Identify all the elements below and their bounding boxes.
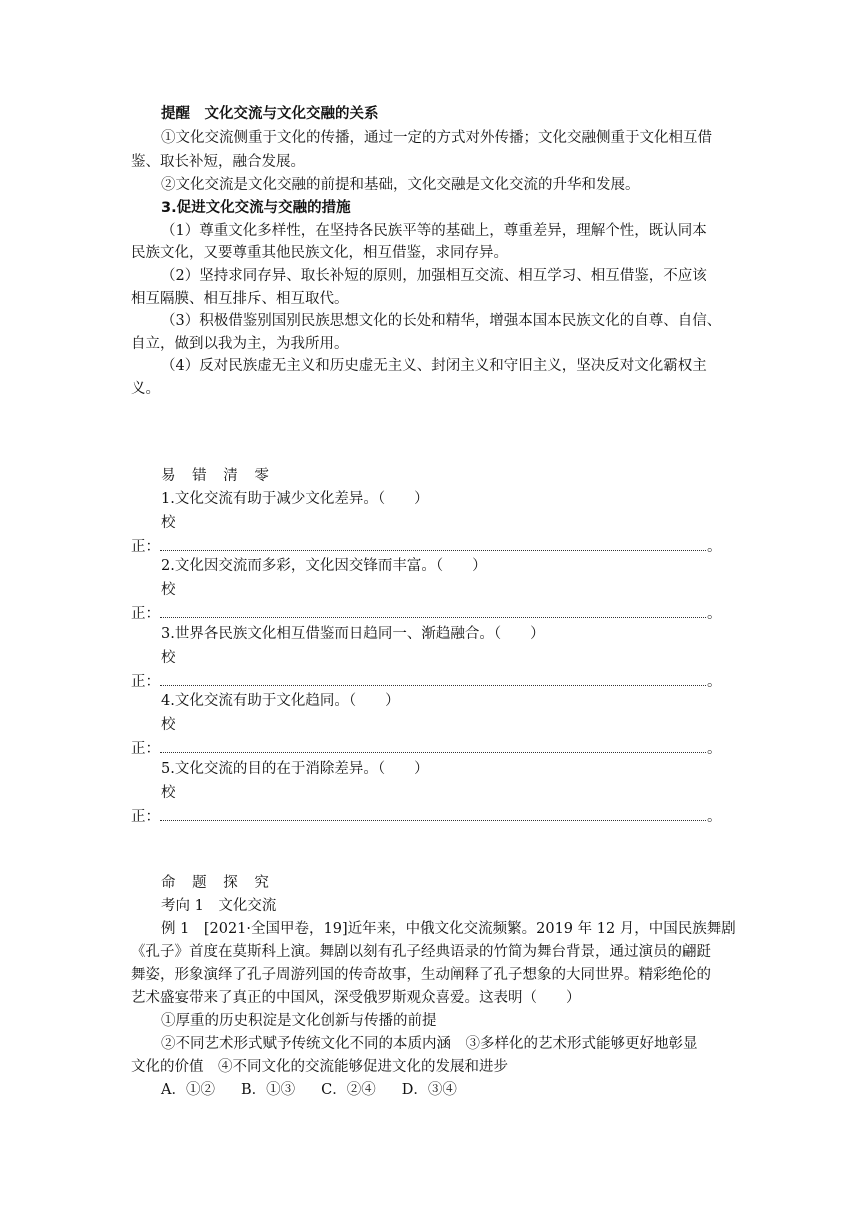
reminder-point-2: ②文化交流是文化交融的前提和基础，文化交融是文化交流的升华和发展。 [161, 177, 640, 193]
end-mark: 。 [707, 539, 722, 555]
example-label: 例 1 [161, 921, 204, 937]
correction-label: 正： [131, 674, 160, 690]
correction-label: 校 [161, 717, 176, 733]
answer-options [161, 1080, 483, 1100]
end-mark: 。 [707, 809, 722, 825]
correction-blank-2[interactable] [160, 617, 706, 618]
statement-cont: 文化的价值 ④不同文化的交流能够促进文化的发展和进步 [131, 1059, 508, 1075]
explore-title: 命 题 探 究 [161, 875, 275, 891]
error-item-1: 1.文化交流有助于减少文化差异。（ ） [161, 491, 429, 507]
example-text-4: 艺术盛宴带来了真正的中国风，深受俄罗斯观众喜爱。这表明（ ） [131, 990, 581, 1006]
reminder-point-1: ①文化交流侧重于文化的传播，通过一定的方式对外传播；文化交融侧重于文化相互借 [161, 130, 712, 146]
statement-2-3: ②不同艺术形式赋予传统文化不同的本质内涵 ③多样化的艺术形式能够更好地彰显 [161, 1036, 698, 1052]
option-d[interactable]: D．③④ [401, 1082, 457, 1098]
option-b[interactable]: B．①③ [240, 1082, 296, 1098]
direction-heading: 考向 1 文化交流 [161, 898, 277, 914]
reminder-point-1-cont: 鉴、取长补短，融合发展。 [131, 154, 305, 170]
end-mark: 。 [707, 741, 722, 757]
correction-label: 校 [161, 785, 176, 801]
option-a[interactable]: A．①② [161, 1082, 215, 1098]
reminder-title: 提醒 文化交流与文化交融的关系 [161, 106, 379, 122]
example-text-2: 《孔子》首度在莫斯科上演。舞剧以刻有孔子经典语录的竹简为舞台背景，通过演员的翩跹 [131, 944, 711, 960]
end-mark: 。 [707, 606, 722, 622]
correction-label: 校 [161, 650, 176, 666]
example-text: 近年来，中俄文化交流频繁。2019 年 12 月，中国民族舞剧 [347, 921, 736, 937]
correction-label: 校 [161, 515, 176, 531]
correction-blank-1[interactable] [160, 550, 706, 551]
measure-2: （2）坚持求同存异、取长补短的原则，加强相互交流、相互学习、相互借鉴，不应该 [161, 268, 707, 284]
correction-label: 正： [131, 539, 160, 555]
measure-2-cont: 相互隔膜、相互排斥、相互取代。 [131, 291, 349, 307]
errors-title: 易 错 清 零 [161, 468, 275, 484]
correction-label: 正： [131, 809, 160, 825]
measure-3-cont: 自立，做到以我为主，为我所用。 [131, 336, 349, 352]
statement-1: ①厚重的历史积淀是文化创新与传播的前提 [161, 1013, 437, 1029]
correction-label: 正： [131, 741, 160, 757]
measure-4: （4）反对民族虚无主义和历史虚无主义、封闭主义和守旧主义，坚决反对文化霸权主 [161, 358, 707, 374]
correction-blank-3[interactable] [160, 685, 706, 686]
measure-1: （1）尊重文化多样性，在坚持各民族平等的基础上，尊重差异，理解个性，既认同本 [161, 223, 707, 239]
error-item-2: 2.文化因交流而多彩，文化因交锋而丰富。（ ） [161, 558, 487, 574]
measure-3: （3）积极借鉴别国别民族思想文化的长处和精华，增强本国本民族文化的自尊、自信、 [161, 313, 722, 329]
correction-label: 校 [161, 582, 176, 598]
example-text-3: 舞姿，形象演绎了孔子周游列国的传奇故事，生动阐释了孔子想象的大同世界。精彩绝伦的 [131, 967, 711, 983]
correction-label: 正： [131, 606, 160, 622]
measure-1-cont: 民族文化，又要尊重其他民族文化，相互借鉴，求同存异。 [131, 245, 508, 261]
option-c[interactable]: C．②④ [321, 1082, 376, 1098]
correction-blank-5[interactable] [160, 820, 706, 821]
correction-blank-4[interactable] [160, 752, 706, 753]
measures-heading: 3.促进文化交流与交融的措施 [161, 200, 351, 216]
measure-4-cont: 义。 [131, 381, 160, 397]
error-item-4: 4.文化交流有助于文化趋同。（ ） [161, 693, 400, 709]
error-item-3: 3.世界各民族文化相互借鉴而日趋同一、渐趋融合。（ ） [161, 626, 545, 642]
example-source: [2021·全国甲卷，19] [203, 921, 348, 937]
example-first-line [161, 919, 736, 939]
end-mark: 。 [707, 674, 722, 690]
error-item-5: 5.文化交流的目的在于消除差异。（ ） [161, 761, 429, 777]
